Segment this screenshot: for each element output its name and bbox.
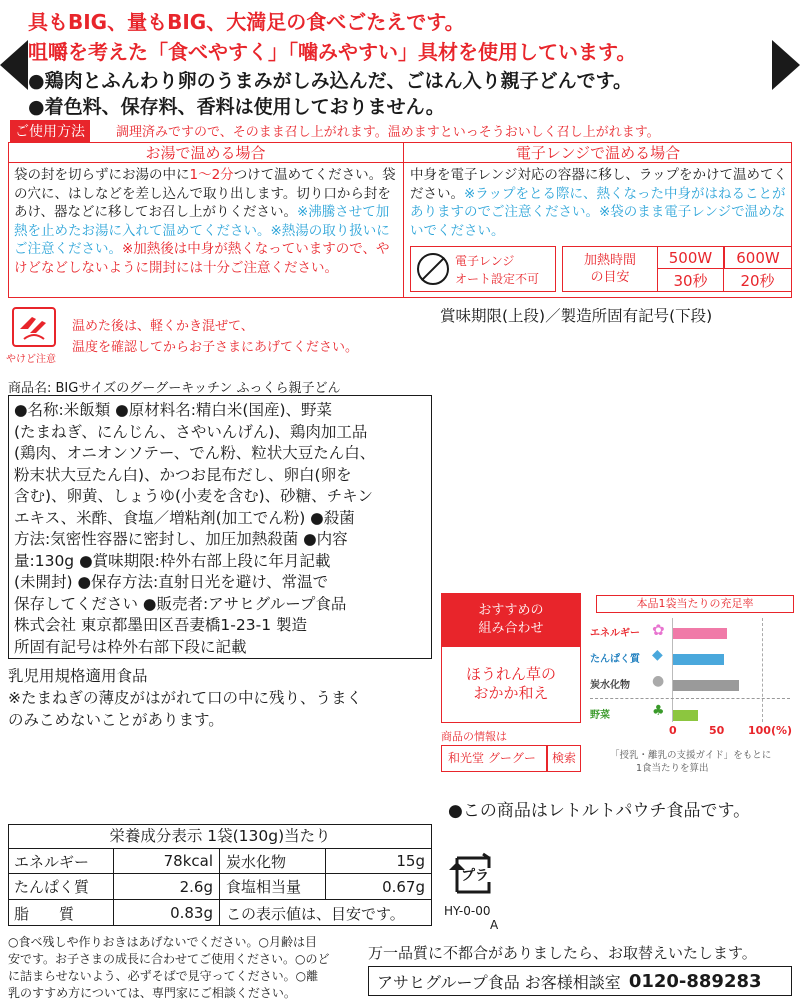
tick-100: 100(%)	[748, 724, 793, 737]
label-line: 含む)、卵黄、しょうゆ(小麦を含む)、砂糖、チキン	[14, 487, 373, 505]
nutrition-key: たんぱく質	[8, 874, 114, 900]
heat-label-1: 加熱時間	[583, 253, 636, 268]
contact-company: アサヒグループ食品 お客様相談室	[377, 972, 621, 992]
recycle-icon	[447, 850, 499, 900]
nutrition-value: 2.6g	[114, 874, 220, 900]
recycle-code: HY-0-00	[444, 904, 491, 918]
expiry-note: 賞味期限(上段)／製造所固有記号(下段)	[440, 307, 713, 325]
microwave-text: 中身を電子レンジ対応の容器に移し、ラップをかけて温めてください。	[410, 167, 788, 202]
microwave-note: ※ラップをとる際に、熱くなった中身がはねることがありますのでご注意ください。※袋のまま電子レンジで温めないでください。	[410, 185, 786, 239]
protein-icon: ◆	[652, 647, 663, 663]
contact-phone: 0120-889283	[628, 970, 762, 992]
search-button[interactable]: 検索	[547, 745, 581, 772]
bar-vegetable	[673, 710, 698, 721]
watt-600: 600W	[724, 246, 792, 269]
footer-note: に詰まらせないよう、必ずそばで見守ってください。○離	[8, 969, 319, 983]
nutrition-key: 食塩相当量	[220, 874, 326, 900]
nutrition-title: 栄養成分表示 1袋(130g)当たり	[8, 824, 432, 849]
label-line: 粉末状大豆たん白)、かつお昆布だし、卵白(卵を	[14, 465, 352, 484]
hotwater-text-1: 袋の封を切らずにお湯の中に	[14, 167, 190, 183]
product-label-text	[14, 400, 430, 658]
footer-notes	[8, 934, 358, 1002]
recycle-sub: A	[490, 918, 499, 932]
nutrition-note: この表示値は、目安です。	[226, 904, 405, 923]
burn-warning-icon	[12, 307, 56, 347]
chart-category: たんぱく質	[590, 654, 640, 665]
chart-category: 野菜	[590, 710, 610, 721]
header-line-1: 具もBIG、量もBIG、大満足の食べごたえです。	[28, 10, 465, 34]
contact-box	[368, 966, 792, 996]
auto-label-1: 電子レンジ	[455, 254, 515, 268]
label-line: 保存してください ●販売者:アサヒグループ食品	[14, 594, 347, 613]
label-line: ●名称:米飯類 ●原材料名:精白米(国産)、野菜	[14, 401, 333, 419]
recommend-dish-2: おかか和え	[473, 684, 549, 702]
tick-0: 0	[669, 724, 677, 737]
left-corner-mark	[0, 40, 28, 90]
onion-note-2: のみこめないことがあります。	[8, 711, 224, 729]
nutrition-value: 0.67g	[326, 874, 432, 900]
label-line: 量:130g ●賞味期限:枠外右部上段に年月記載	[14, 551, 331, 570]
energy-icon: ✿	[652, 621, 665, 639]
vegetable-icon: ♣	[652, 703, 665, 719]
label-line: (たまねぎ、にんじん、さやいんげん)、鶏肉加工品	[14, 422, 368, 441]
label-line: 方法:気密性容器に密封し、加圧加熱殺菌 ●内容	[14, 530, 348, 548]
nutrition-key: 炭水化物	[220, 849, 326, 874]
time-500: 30秒	[658, 269, 724, 292]
burn-line-2: 温度を確認してからお子さまにあげてください。	[72, 340, 359, 355]
footer-note: 安です。お子さまの成長に合わせてご使用ください。○のど	[8, 952, 330, 966]
carb-icon: ●	[652, 673, 665, 689]
heat-time-label	[562, 246, 658, 292]
auto-setting-box	[410, 246, 556, 292]
chart-category: 炭水化物	[590, 680, 630, 691]
chart-title: 本品1袋当たりの充足率	[596, 595, 794, 613]
label-line: 株式会社 東京都墨田区吾妻橋1-23-1 製造	[14, 616, 307, 634]
chart-dashed-divider	[590, 698, 790, 699]
label-line: (鶏肉、オニオンソテー、でん粉、粒状大豆たん白、	[14, 444, 376, 462]
time-600: 20秒	[724, 269, 792, 292]
nutrition-value: 78kcal	[114, 849, 220, 874]
label-line: 所固有記号は枠外右部下段に記載	[14, 637, 247, 656]
label-line: エキス、米酢、食塩／増粘剤(加工でん粉) ●殺菌	[14, 508, 355, 527]
hotwater-time: 1〜2分	[189, 167, 234, 183]
nutrition-value: 0.83g	[114, 900, 220, 926]
bar-carb	[673, 680, 739, 691]
chart-category: エネルギー	[590, 628, 640, 639]
recycle-mark-text: プラ	[461, 868, 489, 884]
header-bullet-2: ●着色料、保存料、香料は使用しておりません。	[28, 96, 445, 118]
header-bullet-1: ●鶏肉とふんわり卵のうまみがしみ込んだ、ごはん入り親子どんです。	[28, 70, 633, 92]
contact-note: 万一品質に不都合がありましたら、お取替えいたします。	[368, 944, 757, 962]
product-name-line: 商品名: BIGサイズのグーグーキッチン ふっくら親子どん	[8, 381, 341, 396]
footer-note: 乳のすすめ方については、専門家にご相談ください。	[8, 986, 296, 1000]
heat-label-2: の目安	[590, 270, 630, 285]
header-line-2: 咀嚼を考えた「食べやすく」「噛みやすい」具材を使用しています。	[28, 40, 637, 64]
burn-warning-label: やけど注意	[6, 354, 56, 365]
usage-tag: ご使用方法	[10, 120, 90, 142]
chart-area	[590, 618, 800, 742]
no-auto-icon	[417, 253, 449, 285]
retort-note: ●この商品はレトルトパウチ食品です。	[448, 801, 751, 821]
footer-note: ○食べ残しや作りおきはあげないでください。○月齢は目	[8, 935, 317, 949]
hotwater-instructions	[14, 166, 398, 277]
microwave-title: 電子レンジで温める場合	[404, 143, 792, 163]
tick-50: 50	[709, 724, 725, 737]
nutrition-value: 15g	[326, 849, 432, 874]
nutrition-key: エネルギー	[8, 849, 114, 874]
search-box[interactable]: 和光堂 グーグー	[441, 745, 547, 772]
auto-label-2: オート設定不可	[455, 272, 540, 286]
usage-intro: 調理済みですので、そのまま召し上がれます。温めますといっそうおいしく召し上がれます。	[116, 125, 660, 140]
bar-energy	[673, 628, 727, 639]
recommend-header-1: おすすめの	[478, 603, 544, 618]
recommend-dish	[441, 665, 581, 703]
label-line: (未開封) ●保存方法:直射日光を避け、常温で	[14, 573, 329, 591]
chart-axis-100	[762, 618, 763, 722]
hotwater-note-1: ※沸騰させて加熱を止めたお湯に入れて温めてください。※熱湯の取り扱いにご注意ください。	[14, 204, 390, 257]
watt-500: 500W	[658, 246, 724, 269]
info-label: 商品の情報は	[441, 730, 507, 743]
onion-note-1: ※たまねぎの薄皮がはがれて口の中に残り、うまく	[8, 689, 362, 707]
recommend-header-2: 組み合わせ	[478, 621, 544, 636]
hotwater-title: お湯で温める場合	[8, 143, 403, 163]
chart-source-2: 1食当たりを算出	[636, 763, 709, 774]
burn-line-1: 温めた後は、軽くかき混ぜて、	[72, 319, 254, 334]
recommend-dish-1: ほうれん草の	[465, 665, 556, 683]
nutrition-key: 脂 質	[8, 900, 114, 926]
hotwater-text-2: つけて温めてください。袋の穴に、はしなどを差し込んで取り出します。切り口から封をあけ、器などに移してお召し上がりください。	[14, 167, 396, 220]
right-corner-mark	[772, 40, 800, 90]
infant-standard: 乳児用規格適用食品	[8, 667, 148, 685]
bar-protein	[673, 654, 724, 665]
recommend-header	[441, 593, 581, 647]
hotwater-note-2: ※加熱後は中身が熱くなっていますので、やけどなどしないように開封には十分ご注意ください。	[14, 241, 390, 276]
usage-divider	[403, 142, 404, 298]
microwave-instructions	[410, 166, 788, 240]
chart-source-1: 「授乳・離乳の支援ガイド」をもとに	[610, 750, 772, 761]
